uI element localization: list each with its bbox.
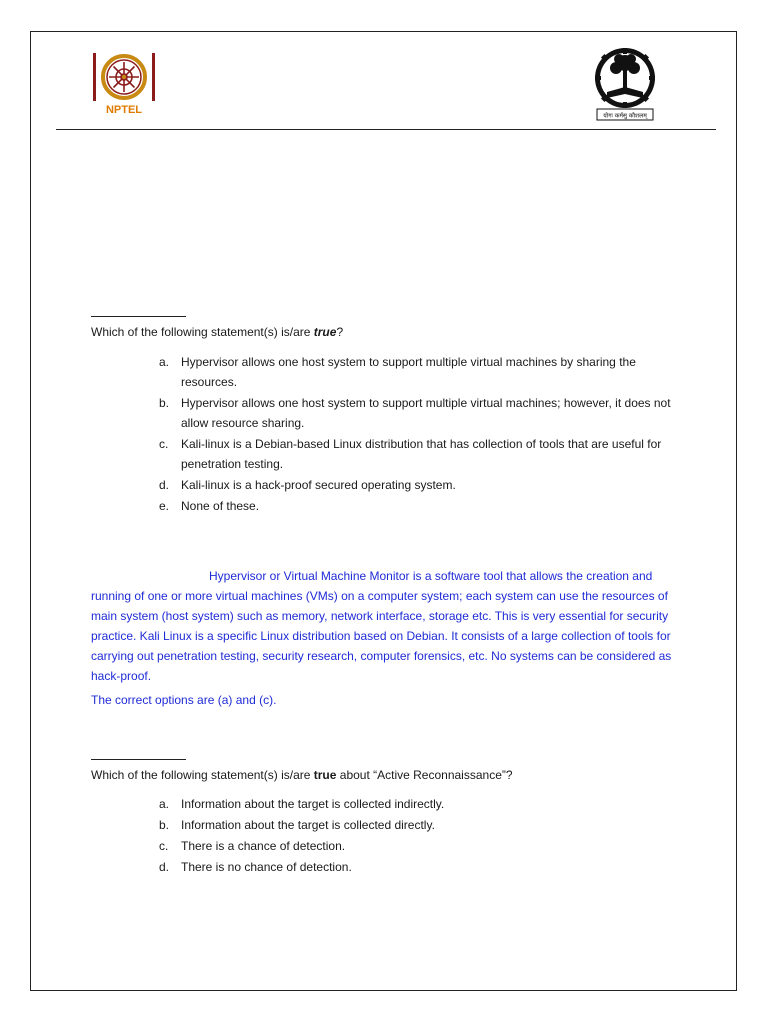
nptel-logo <box>91 52 157 118</box>
option-b: b. Hypervisor allows one host system to support multiple virtual machines; however, it does not allow resource sharing. <box>159 396 671 430</box>
question-1-explanation: Hypervisor or Virtual Machine Monitor is a software tool that allows the creation and running of one or more virtual machines (VMs) on a computer system; each system can use the resources of main system (host system) such as memory, network interface, storage etc. This is very essential for security practice. Kali Linux is a specific Linux distribution based on Debian. It consists of a large collection of tools for carrying out penetration testing, security research, computer forensics, etc. No systems can be considered as hack-proof. <box>91 569 672 683</box>
header-divider <box>56 129 716 130</box>
option-a: a. Hypervisor allows one host system to support multiple virtual machines by sharing the resources. <box>159 355 636 389</box>
question-1-correct-answer: The correct options are (a) and (c). <box>91 693 277 707</box>
question-1-options <box>154 352 674 517</box>
nptel-logo-text: NPTEL <box>105 104 143 116</box>
question-separator <box>91 316 186 317</box>
option-a: a. Information about the target is collected indirectly. <box>159 797 445 811</box>
institute-seal-logo <box>589 46 661 122</box>
institute-motto: योगः कर्मसु कौशलम् <box>603 112 647 120</box>
question-separator <box>91 759 186 760</box>
option-d: d. There is no chance of detection. <box>159 860 352 874</box>
option-c: c. Kali-linux is a Debian-based Linux distribution that has collection of tools that are useful for penetration testing. <box>159 437 662 471</box>
question-1-stem: Which of the following statement(s) is/are true? <box>91 325 344 339</box>
option-c: c. There is a chance of detection. <box>159 839 346 853</box>
document-page <box>30 31 737 991</box>
question-2-options <box>154 794 674 878</box>
option-e: e. None of these. <box>159 499 260 513</box>
option-d: d. Kali-linux is a hack-proof secured operating system. <box>159 478 456 492</box>
option-b: b. Information about the target is collected directly. <box>159 818 435 832</box>
question-2-stem: Which of the following statement(s) is/are true about “Active Reconnaissance”? <box>91 768 513 782</box>
